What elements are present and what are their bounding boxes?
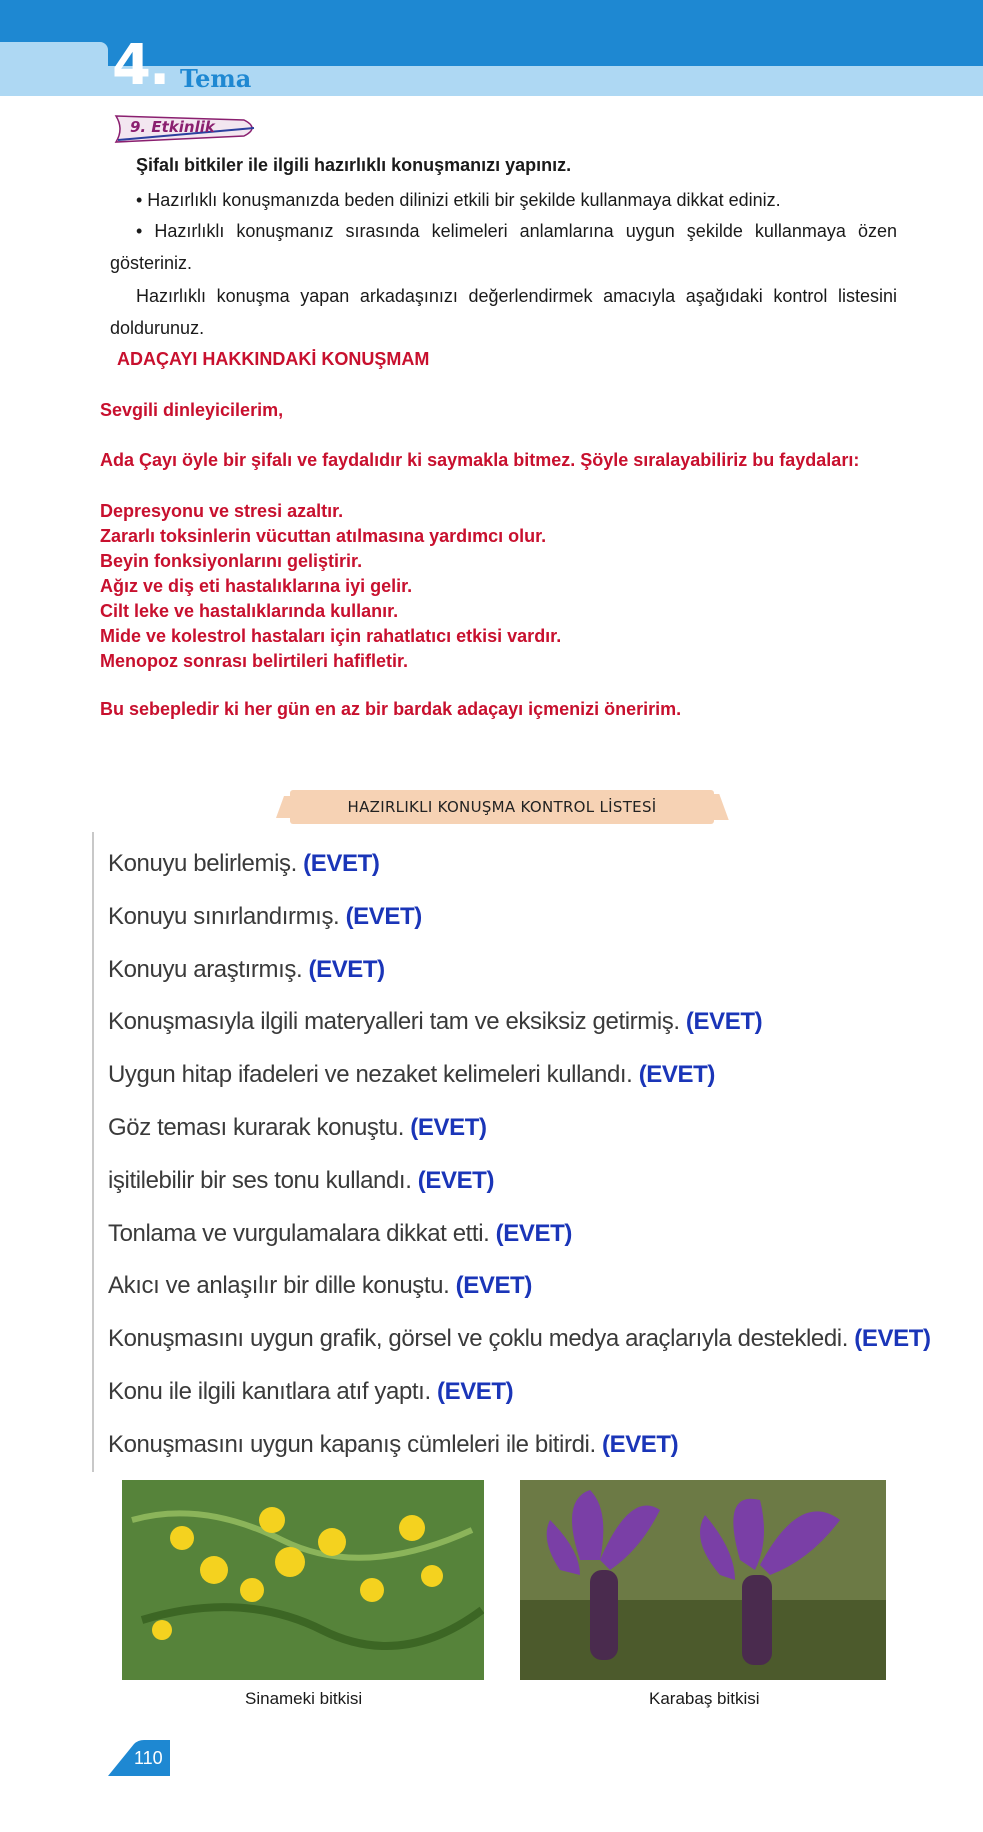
checklist-item: Konuşmasını uygun kapanış cümleleri ile bitirdi. (EVET) [108,1430,679,1458]
instruction-paragraph: Hazırlıklı konuşma yapan arkadaşınızı değerlendirmek amacıyla aşağıdaki kontrol listesini doldurunuz. [110,286,897,338]
speech-intro: Ada Çayı öyle bir şifalı ve faydalıdır ki saymakla bitmez. Şöyle sıralayabiliriz bu faydaları: [100,450,860,470]
answer-badge: (EVET) [308,955,385,983]
checklist-item: Konu ile ilgili kanıtlara atıf yaptı. (EVET) [108,1377,514,1405]
checklist-item: işitilebilir bir ses tonu kullandı. (EVET) [108,1166,495,1194]
activity-label: 9. Etkinlik [130,118,215,136]
benefit-item: Ağız ve diş eti hastalıklarına iyi gelir. [100,576,413,596]
sinameki-photo [122,1480,484,1680]
answer-badge: (EVET) [410,1113,487,1141]
checklist-item: Göz teması kurarak konuştu. (EVET) [108,1113,487,1141]
checklist [108,838,931,1472]
benefit-item: Cilt leke ve hastalıklarında kullanır. [100,601,399,621]
answer-badge: (EVET) [437,1377,514,1405]
answer-badge: (EVET) [854,1325,931,1353]
answer-badge: (EVET) [417,1166,495,1194]
caption-karabas: Karabaş bitkisi [649,1689,760,1708]
checklist-title: HAZIRLIKLI KONUŞMA KONTROL LİSTESİ [347,798,657,816]
answer-badge: (EVET) [455,1272,532,1300]
checklist-item: Konuyu sınırlandırmış. (EVET) [108,902,422,930]
checklist-item: Konuyu belirlemiş. (EVET) [108,850,380,877]
purple-flower-icon [520,1480,886,1680]
answer-badge: (EVET) [303,850,380,877]
theme-title: Tema [180,64,252,93]
answer-badge: (EVET) [345,902,422,930]
checklist-item: Konuyu araştırmış. (EVET) [108,955,385,983]
header-tab [0,42,108,96]
instruction-bullet-2: • Hazırlıklı konuşmanız sırasında kelimeleri anlamlarına uygun şekilde kullanmaya özen gösteriniz. [110,221,897,273]
answer-badge: (EVET) [638,1061,715,1089]
speech-title: ADAÇAYI HAKKINDAKİ KONUŞMAM [117,349,430,369]
instruction-main: Şifalı bitkiler ile ilgili hazırlıklı konuşmanızı yapınız. [136,155,572,175]
benefit-item: Zararlı toksinlerin vücuttan atılmasına yardımcı olur. [100,526,547,546]
answer-badge: (EVET) [685,1008,763,1036]
benefits-list [100,499,561,674]
checklist-item: Akıcı ve anlaşılır bir dille konuştu. (EVET) [108,1272,532,1300]
karabas-photo [520,1480,886,1680]
benefit-item: Mide ve kolestrol hastaları için rahatlatıcı etkisi vardır. [100,626,562,646]
answer-badge: (EVET) [602,1430,679,1458]
benefit-item: Beyin fonksiyonlarını geliştirir. [100,551,363,571]
activity-badge [114,112,260,144]
checklist-item: Konuşmasıyla ilgili materyalleri tam ve eksiksiz getirmiş. (EVET) [108,1008,763,1036]
checklist-banner [290,790,714,824]
instruction-bullet-1: • Hazırlıklı konuşmanızda beden dilinizi etkili bir şekilde kullanmaya dikkat ediniz. [136,190,781,210]
theme-number: 4. [112,33,169,98]
caption-sinameki: Sinameki bitkisi [245,1689,363,1708]
page-number: 110 [134,1748,163,1768]
benefit-item: Depresyonu ve stresi azaltır. [100,501,344,521]
checklist-item: Tonlama ve vurgulamalara dikkat etti. (EVET) [108,1219,572,1247]
checklist-item: Uygun hitap ifadeleri ve nezaket kelimeleri kullandı. (EVET) [108,1061,715,1089]
answer-badge: (EVET) [495,1219,572,1247]
benefit-item: Menopoz sonrası belirtileri hafifletir. [100,651,409,671]
speech-greeting: Sevgili dinleyicilerim, [100,400,284,420]
yellow-flower-icon [122,1480,484,1680]
speech-closing: Bu sebepledir ki her gün en az bir bardak adaçayı içmenizi öneririm. [100,699,682,719]
checklist-item: Konuşmasını uygun grafik, görsel ve çoklu medya araçlarıyla destekledi. (EVET) [108,1325,931,1353]
